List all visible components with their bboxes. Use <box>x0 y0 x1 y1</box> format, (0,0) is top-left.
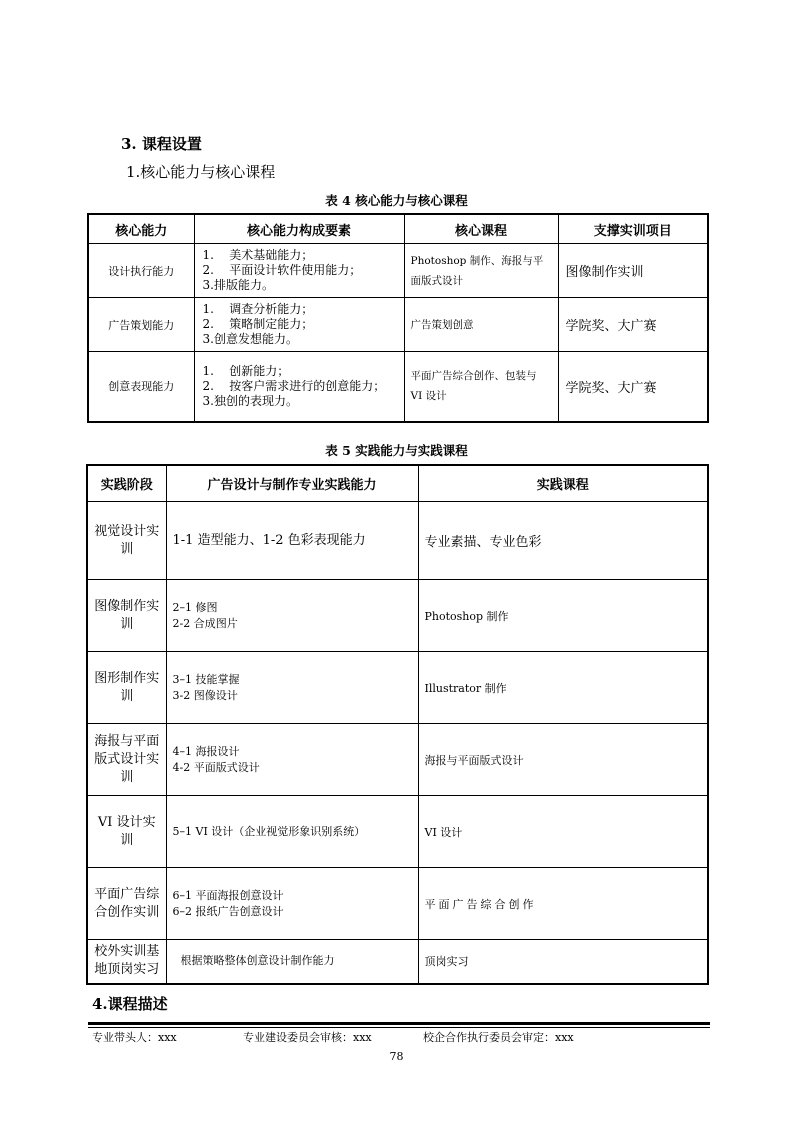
elements-cell <box>194 244 404 298</box>
next-section-title: 4.课程描述 <box>92 995 168 1013</box>
element-line: 3.排版能力。 <box>202 278 274 292</box>
table-row <box>88 298 708 352</box>
ability-line: 4–1 海报设计 <box>172 744 240 758</box>
stage-cell: 海报与平面版式设计实训 <box>87 724 166 796</box>
capability-cell: 创意表现能力 <box>88 352 194 422</box>
section-subtitle: 1.核心能力与核心课程 <box>126 163 276 181</box>
practice-course-cell: Illustrator 制作 <box>418 652 708 724</box>
ability-line: 2–1 修图 <box>172 600 218 614</box>
abilities-cell <box>166 796 418 868</box>
element-line: 2. 平面设计软件使用能力； <box>202 263 362 277</box>
footer-leader: 专业带头人：xxx <box>92 1031 177 1044</box>
course-cell: 平面广告综合创作、包装与 VI 设计 <box>404 352 558 422</box>
header-cell: 实践阶段 <box>87 465 166 502</box>
ability-line: 1-1 造型能力、1-2 色彩表现能力 <box>172 532 366 548</box>
table-header-row <box>88 214 708 244</box>
table-row <box>87 724 708 796</box>
elements-cell <box>194 352 404 422</box>
table-row <box>87 502 708 580</box>
practice-course-cell: 顶岗实习 <box>418 940 708 984</box>
abilities-cell <box>166 580 418 652</box>
table-row <box>87 580 708 652</box>
table-header-row <box>87 465 708 502</box>
stage-cell: 校外实训基地顶岗实习 <box>87 940 166 984</box>
element-line: 1. 调查分析能力； <box>202 302 314 316</box>
project-cell: 学院奖、大广赛 <box>558 298 708 352</box>
header-cell: 支撑实训项目 <box>558 214 708 244</box>
footer-enterprise: 校企合作执行委员会审定：xxx <box>423 1031 574 1044</box>
core-ability-table <box>87 213 709 423</box>
stage-cell: 视觉设计实训 <box>87 502 166 580</box>
page-number: 78 <box>389 1050 404 1063</box>
header-cell: 核心课程 <box>404 214 558 244</box>
practice-course-cell: 平面广告综合创作 <box>418 868 708 940</box>
practice-course-cell: Photoshop 制作 <box>418 580 708 652</box>
footer-committee: 专业建设委员会审核：xxx <box>243 1031 372 1044</box>
project-cell: 学院奖、大广赛 <box>558 352 708 422</box>
practice-course-cell: VI 设计 <box>418 796 708 868</box>
capability-cell: 设计执行能力 <box>88 244 194 298</box>
header-cell: 核心能力 <box>88 214 194 244</box>
course-cell: Photoshop 制作、海报与平面版式设计 <box>404 244 558 298</box>
header-cell: 核心能力构成要素 <box>194 214 404 244</box>
abilities-cell <box>166 868 418 940</box>
table4-caption: 表 4 核心能力与核心课程 <box>325 193 468 208</box>
abilities-cell <box>166 652 418 724</box>
stage-cell: 平面广告综合创作实训 <box>87 868 166 940</box>
header-cell: 实践课程 <box>418 465 708 502</box>
ability-line: 6–1 平面海报创意设计 <box>172 888 284 902</box>
abilities-cell <box>166 724 418 796</box>
element-line: 3.独创的表现力。 <box>202 393 298 408</box>
table-row <box>87 940 708 984</box>
table-row <box>87 868 708 940</box>
element-line: 3.创意发想能力。 <box>202 332 298 346</box>
course-cell: 广告策划创意 <box>404 298 558 352</box>
ability-line: 3-2 图像设计 <box>172 688 238 702</box>
stage-cell: 图像制作实训 <box>87 580 166 652</box>
stage-cell: VI 设计实训 <box>87 796 166 868</box>
ability-line: 6–2 报纸广告创意设计 <box>172 904 284 918</box>
abilities-cell <box>166 940 418 984</box>
elements-cell <box>194 298 404 352</box>
project-cell: 图像制作实训 <box>558 244 708 298</box>
practice-course-cell: 专业素描、专业色彩 <box>418 502 708 580</box>
element-line: 2. 策略制定能力； <box>202 317 314 331</box>
ability-line: 2-2 合成图片 <box>172 616 238 630</box>
table-row <box>88 352 708 422</box>
abilities-cell <box>166 502 418 580</box>
element-line: 1. 美术基础能力； <box>202 248 314 262</box>
ability-line: 4-2 平面版式设计 <box>172 760 260 774</box>
element-line: 2. 按客户需求进行的创意能力； <box>202 378 386 393</box>
ability-line: 5–1 VI 设计（企业视觉形象识别系统） <box>172 824 366 838</box>
header-cell: 广告设计与制作专业实践能力 <box>166 465 418 502</box>
practice-course-cell: 海报与平面版式设计 <box>418 724 708 796</box>
ability-line: 根据策略整体创意设计制作能力 <box>180 954 335 968</box>
table-row <box>88 244 708 298</box>
footer-rule <box>88 1022 710 1025</box>
practice-ability-table <box>86 464 709 985</box>
ability-line: 3–1 技能掌握 <box>172 672 240 686</box>
element-line: 1. 创新能力； <box>202 363 290 378</box>
stage-cell: 图形制作实训 <box>87 652 166 724</box>
table-row <box>87 796 708 868</box>
table5-caption: 表 5 实践能力与实践课程 <box>325 443 468 458</box>
section-title: 3. 课程设置 <box>121 135 202 153</box>
capability-cell: 广告策划能力 <box>88 298 194 352</box>
footer-rule <box>88 1027 710 1028</box>
table-row <box>87 652 708 724</box>
